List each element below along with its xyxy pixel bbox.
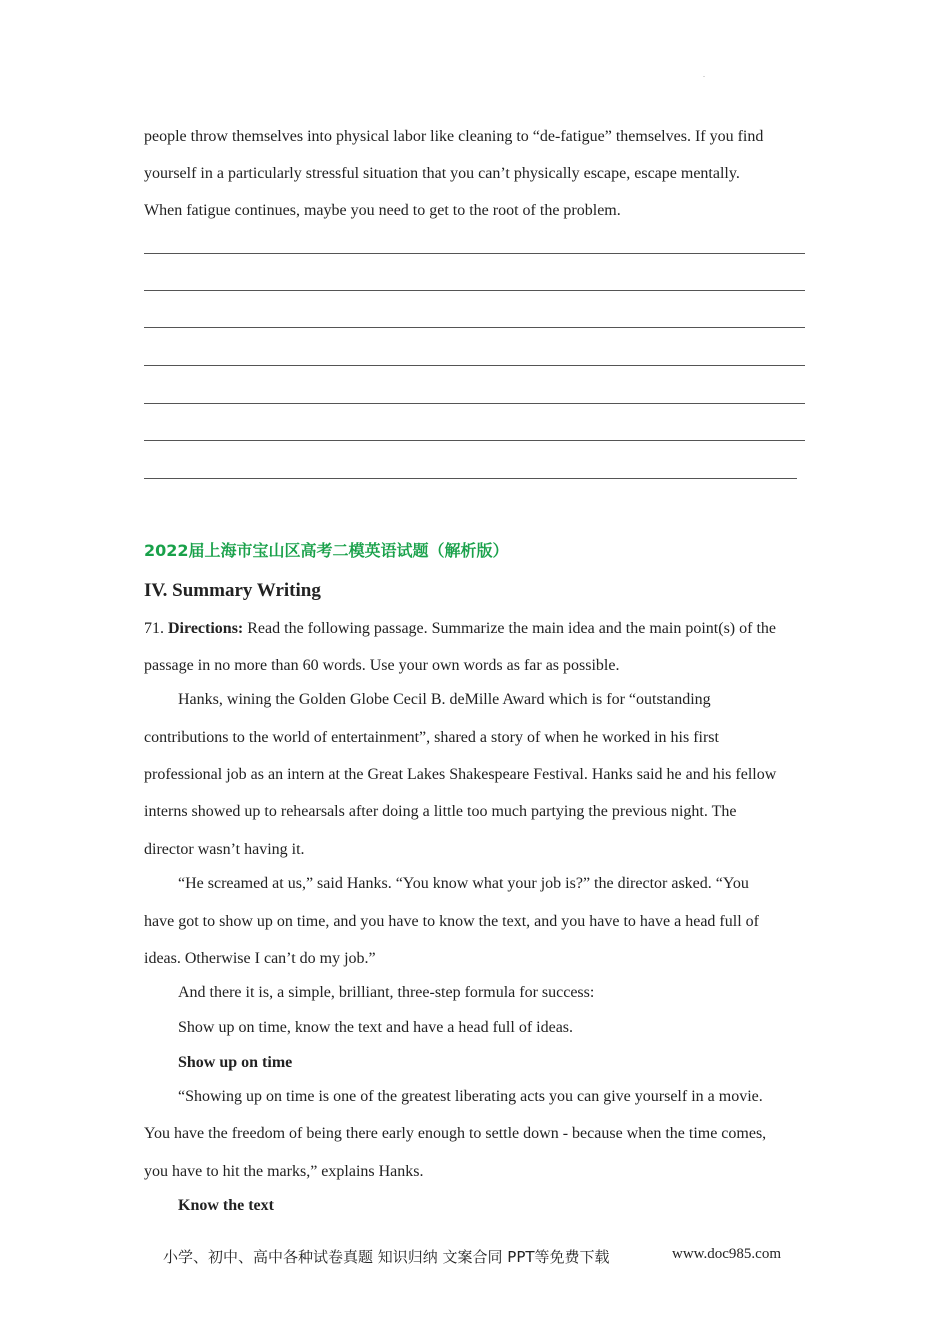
header-mark: . [703, 70, 705, 79]
answer-line [144, 403, 805, 404]
passage-line: Hanks, wining the Golden Globe Cecil B. deMille Award which is for “outstanding [178, 691, 711, 708]
directions-label: Directions: [168, 620, 244, 637]
passage-line: director wasn’t having it. [144, 841, 305, 858]
answer-line [144, 290, 805, 291]
subheading: Show up on time [178, 1054, 293, 1071]
footer-text: 小学、初中、高中各种试卷真题 知识归纳 文案合同 PPT等免费下载 [163, 1248, 610, 1266]
passage-line: people throw themselves into physical labor like cleaning to “de-fatigue” themselves. If you find [144, 128, 764, 145]
answer-line [144, 440, 805, 441]
passage-line: And there it is, a simple, brilliant, three-step formula for success: [178, 984, 595, 1001]
directions-line [144, 619, 776, 639]
question-number: 71. [144, 620, 164, 637]
exam-title: 2022届上海市宝山区高考二模英语试题（解析版） [144, 541, 509, 560]
directions-text: Read the following passage. Summarize the main idea and the main point(s) of the [247, 620, 776, 637]
passage-line: yourself in a particularly stressful situation that you can’t physically escape, escape mentally. [144, 165, 740, 182]
footer-url: www.doc985.com [672, 1246, 782, 1262]
answer-line [144, 478, 797, 479]
section-title: IV. Summary Writing [144, 580, 321, 601]
passage-line: “Showing up on time is one of the greatest liberating acts you can give yourself in a movie. [178, 1088, 763, 1105]
passage-line: contributions to the world of entertainment”, shared a story of when he worked in his first [144, 729, 719, 746]
passage-line: ideas. Otherwise I can’t do my job.” [144, 950, 376, 967]
answer-line [144, 327, 805, 328]
passage-line: professional job as an intern at the Great Lakes Shakespeare Festival. Hanks said he and his fellow [144, 766, 777, 783]
answer-line [144, 365, 805, 366]
directions-line: passage in no more than 60 words. Use your own words as far as possible. [144, 657, 620, 674]
subheading: Know the text [178, 1197, 274, 1214]
passage-line: “He screamed at us,” said Hanks. “You know what your job is?” the director asked. “You [178, 875, 749, 892]
passage-line: When fatigue continues, maybe you need to get to the root of the problem. [144, 202, 621, 219]
answer-line [144, 253, 805, 254]
passage-line: you have to hit the marks,” explains Hanks. [144, 1163, 424, 1180]
passage-line: Show up on time, know the text and have a head full of ideas. [178, 1019, 574, 1036]
passage-line: have got to show up on time, and you have to know the text, and you have to have a head full of [144, 913, 759, 930]
passage-line: interns showed up to rehearsals after doing a little too much partying the previous night. The [144, 803, 737, 820]
passage-line: You have the freedom of being there early enough to settle down - because when the time comes, [144, 1125, 767, 1142]
